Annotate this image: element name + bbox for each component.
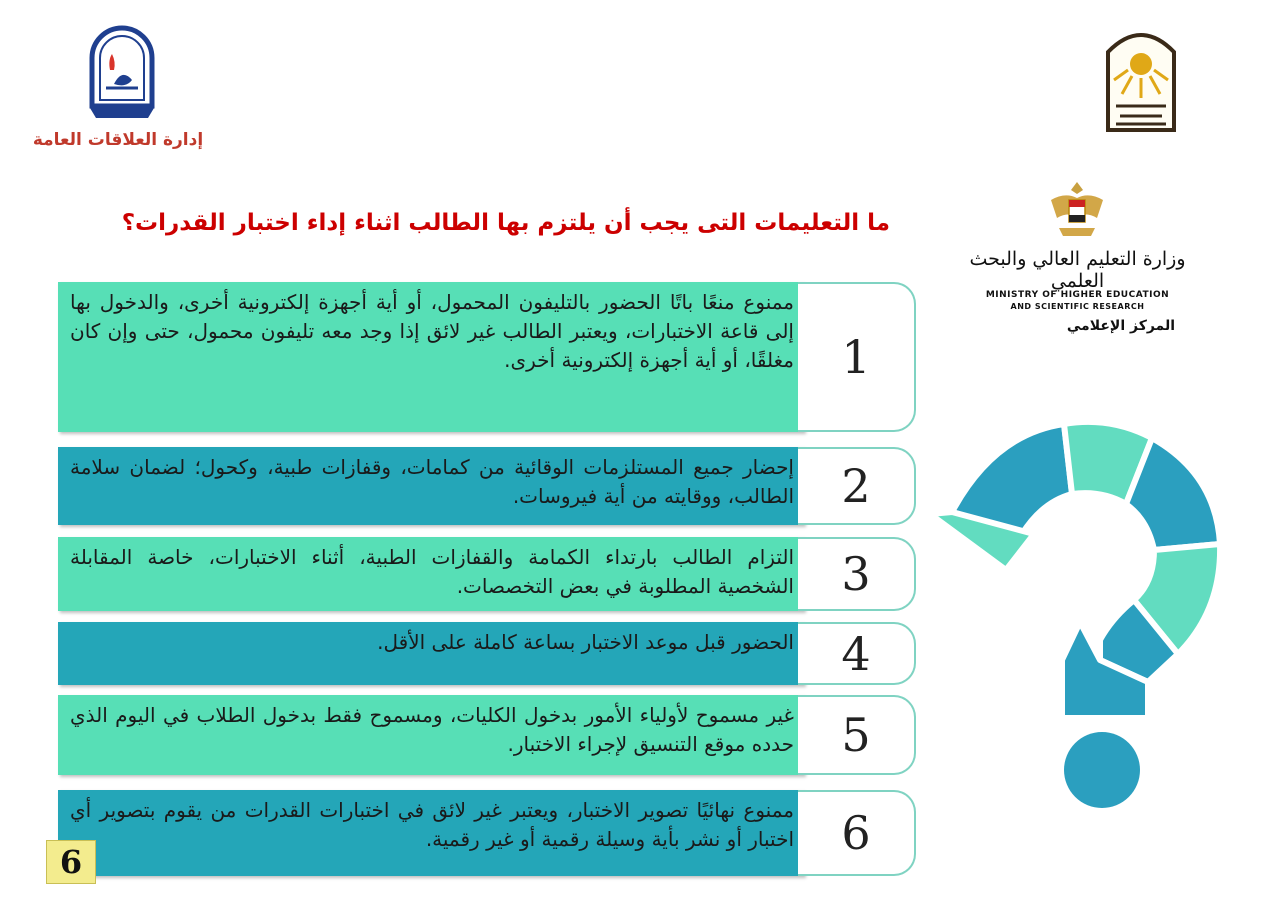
instruction-text: الحضور قبل موعد الاختبار بساعة كاملة على الأقل.: [58, 622, 804, 685]
instruction-item-4: [58, 622, 918, 685]
university-emblem-icon: [1102, 18, 1180, 136]
number-tab: [798, 447, 916, 525]
item-number: 4: [841, 626, 871, 681]
instruction-item-5: [58, 695, 918, 775]
ministry-arabic-name: وزارة التعليم العالي والبحث العلمي: [969, 248, 1186, 292]
item-number: 3: [841, 547, 871, 601]
faculty-seal-icon: [86, 14, 158, 122]
instruction-text: ممنوع نهائيًا تصوير الاختبار، ويعتبر غير لائق في اختبارات القدرات من يقوم بتصوير أي اختبار أو نشر بأية وسيلة رقمية أو غير رقمية.: [58, 790, 804, 876]
eagle-emblem-icon: [1047, 178, 1107, 240]
number-tab: [798, 537, 916, 611]
ministry-english-name-1: MINISTRY OF HIGHER EDUCATION: [985, 290, 1170, 300]
number-tab: [798, 695, 916, 775]
instruction-item-2: [58, 447, 918, 525]
instruction-item-6: [58, 790, 918, 876]
item-number: 1: [841, 330, 871, 384]
media-center-label: المركز الإعلامي: [1066, 318, 1175, 334]
instruction-text: إحضار جميع المستلزمات الوقائية من كمامات، وقفازات طبية، وكحول؛ لضمان سلامة الطالب، ووقايته من أية فيروسات.: [58, 447, 804, 525]
number-tab: [798, 622, 916, 685]
instruction-text: ممنوع منعًا باتًا الحضور بالتليفون المحمول، أو أية أجهزة إلكترونية أخرى، والدخول بها إلى قاعة الاختبارات، ويعتبر الطالب غير لائق إذا وجد معه تليفون محمول، حتى وإن كان مغلقًا، أو أية أجهزة إلكترونية أخرى.: [58, 282, 804, 432]
number-tab: [798, 282, 916, 432]
instruction-text: غير مسموح لأولياء الأمور بدخول الكليات، ومسموح فقط بدخول الطلاب في اليوم الذي حدده موقع التنسيق لإجراء الاختبار.: [58, 695, 804, 775]
ministry-english-name-2: AND SCIENTIFIC RESEARCH: [1010, 302, 1145, 311]
ministry-block: [955, 178, 1200, 348]
instruction-text: التزام الطالب بارتداء الكمامة والقفازات الطبية، أثناء الاختبارات، خاصة المقابلة الشخصية المطلوبة في بعض التخصصات.: [58, 537, 804, 611]
department-caption: إدارة العلاقات العامة: [32, 130, 204, 150]
instruction-item-1: [58, 282, 918, 432]
page-title: ما التعليمات التى يجب أن يلتزم بها الطالب اثناء إداء اختبار القدرات؟: [121, 210, 890, 236]
item-number: 6: [841, 806, 871, 860]
page-number-badge: 6: [46, 840, 96, 884]
item-number: 2: [841, 459, 871, 513]
number-tab: [798, 790, 916, 876]
item-number: 5: [841, 708, 871, 762]
question-mark-icon: [930, 422, 1230, 832]
instruction-item-3: [58, 537, 918, 611]
